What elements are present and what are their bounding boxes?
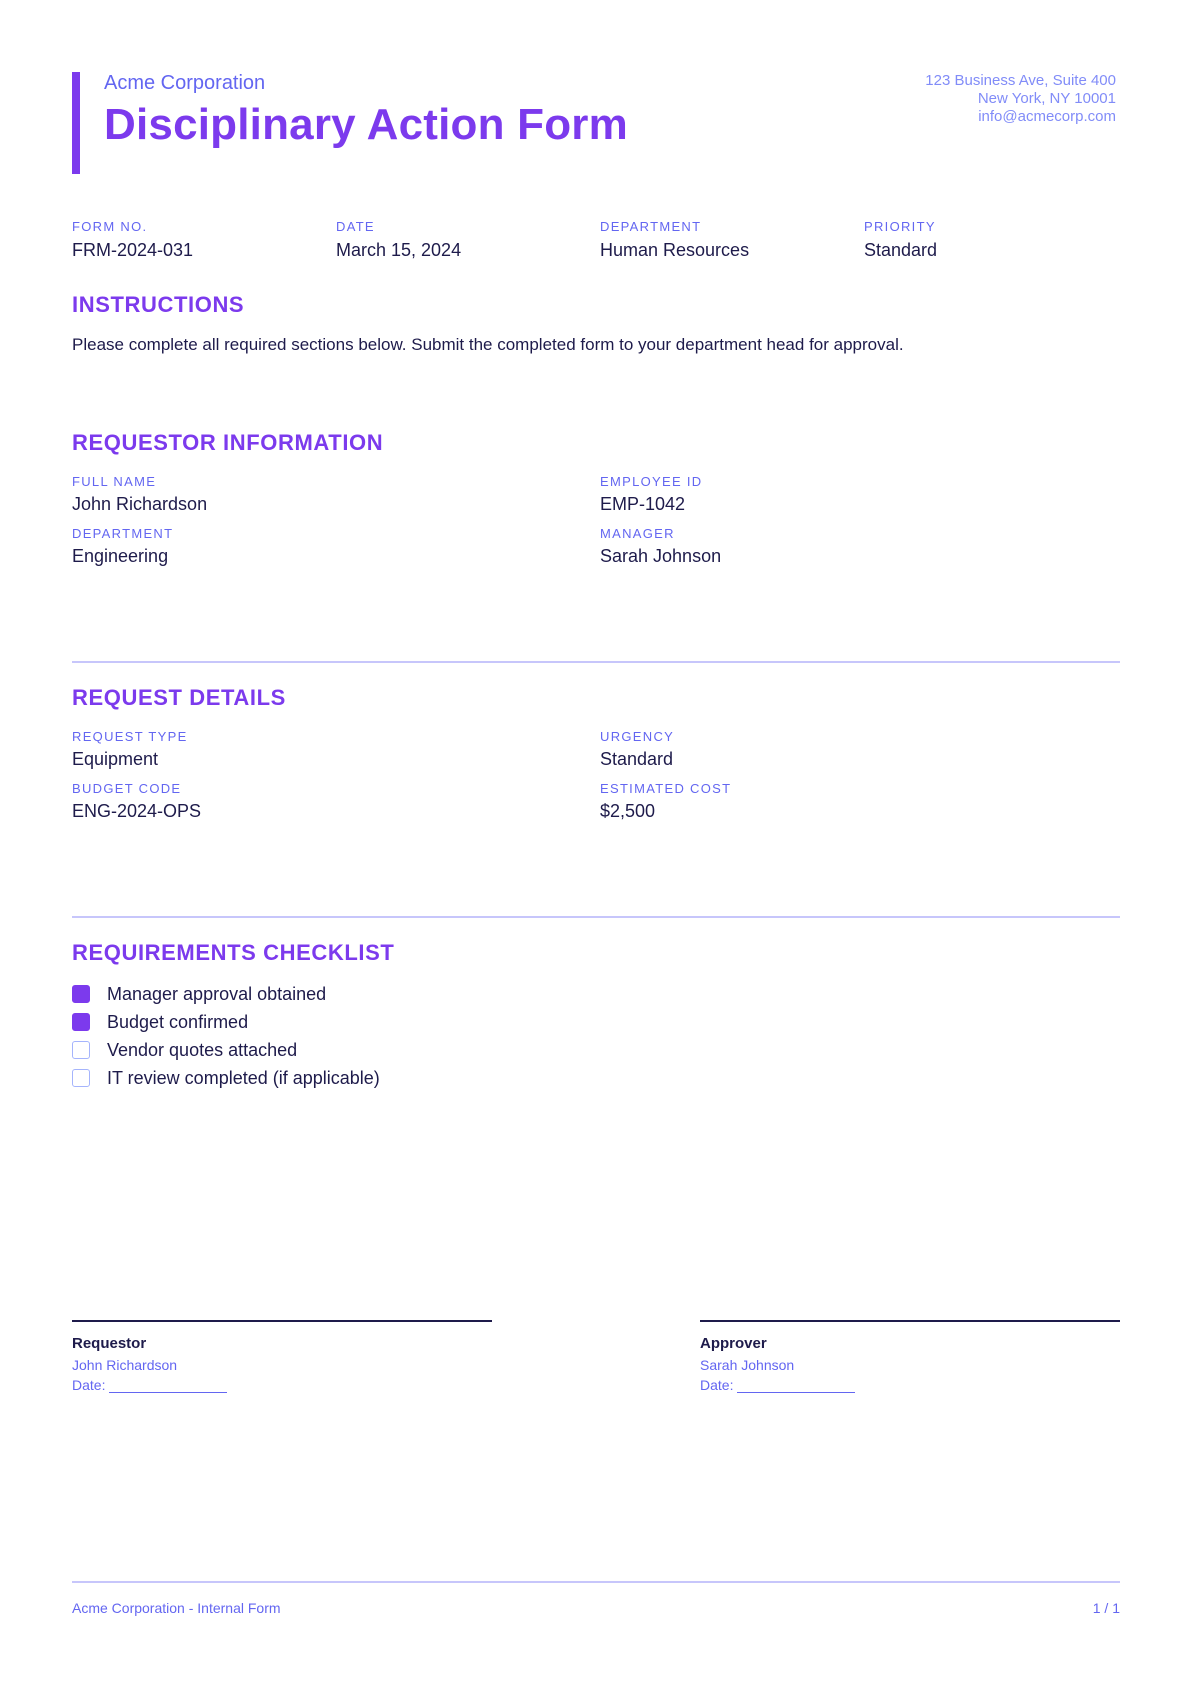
field-value: Equipment bbox=[72, 749, 159, 769]
signature-date-label: Date: bbox=[72, 1377, 106, 1393]
signature-line-approver[interactable] bbox=[700, 1320, 1120, 1322]
page-number: 1 / 1 bbox=[1092, 1600, 1120, 1616]
field-request-type bbox=[72, 729, 188, 770]
checklist-item[interactable] bbox=[72, 1067, 380, 1089]
field-employee-id bbox=[600, 474, 702, 515]
checkbox[interactable] bbox=[72, 985, 90, 1003]
checklist-item[interactable] bbox=[72, 1011, 248, 1033]
meta-label: PRIORITY bbox=[864, 219, 936, 234]
signature-line-requestor[interactable] bbox=[72, 1320, 492, 1322]
signature-date bbox=[700, 1377, 855, 1393]
signature-date-label: Date: bbox=[700, 1377, 734, 1393]
field-manager bbox=[600, 526, 721, 567]
meta-form-no bbox=[72, 219, 193, 261]
field-full-name bbox=[72, 474, 207, 515]
meta-label: DATE bbox=[336, 219, 375, 234]
field-value: ENG-2024-OPS bbox=[72, 801, 202, 821]
field-label: URGENCY bbox=[600, 729, 675, 744]
meta-date bbox=[336, 219, 461, 261]
meta-label: FORM NO. bbox=[72, 219, 148, 234]
header-accent-bar bbox=[72, 72, 80, 174]
company-address bbox=[925, 72, 1116, 126]
field-value: John Richardson bbox=[72, 494, 208, 514]
signature-name: John Richardson bbox=[72, 1357, 178, 1373]
checkbox[interactable] bbox=[72, 1041, 90, 1059]
address-line-2: New York, NY 10001 bbox=[977, 90, 1116, 107]
field-urgency bbox=[600, 729, 674, 770]
signature-date bbox=[72, 1377, 227, 1393]
field-label: FULL NAME bbox=[72, 474, 157, 489]
signature-role: Approver bbox=[700, 1335, 767, 1352]
checklist-heading: REQUIREMENTS CHECKLIST bbox=[72, 940, 395, 965]
requestor-section-heading: REQUESTOR INFORMATION bbox=[72, 430, 384, 455]
footer-divider bbox=[72, 1581, 1120, 1583]
signature-role: Requestor bbox=[72, 1335, 147, 1352]
company-email: info@acmecorp.com bbox=[978, 108, 1116, 125]
field-value: Sarah Johnson bbox=[600, 546, 722, 566]
checkbox[interactable] bbox=[72, 1013, 90, 1031]
instructions-text: Please complete all required sections below. Submit the completed form to your department head for approval. bbox=[72, 335, 904, 354]
meta-value: FRM-2024-031 bbox=[72, 240, 194, 260]
section-divider bbox=[72, 916, 1120, 918]
address-line-1: 123 Business Ave, Suite 400 bbox=[925, 72, 1116, 89]
form-title: Disciplinary Action Form bbox=[104, 100, 628, 149]
meta-priority bbox=[864, 219, 937, 261]
checklist-item-label: Vendor quotes attached bbox=[107, 1039, 298, 1060]
field-label: MANAGER bbox=[600, 526, 675, 541]
field-value: Standard bbox=[600, 749, 674, 769]
checkbox[interactable] bbox=[72, 1069, 90, 1087]
checklist-item[interactable] bbox=[72, 983, 326, 1005]
meta-value: Human Resources bbox=[600, 240, 750, 260]
section-divider bbox=[72, 661, 1120, 663]
field-label: BUDGET CODE bbox=[72, 781, 182, 796]
footer-text: Acme Corporation - Internal Form bbox=[72, 1600, 281, 1616]
checklist-item-label: Budget confirmed bbox=[107, 1011, 249, 1032]
field-department bbox=[72, 526, 173, 567]
field-label: DEPARTMENT bbox=[72, 526, 174, 541]
signature-name: Sarah Johnson bbox=[700, 1357, 795, 1373]
field-budget-code bbox=[72, 781, 201, 822]
checklist-item-label: Manager approval obtained bbox=[107, 983, 327, 1004]
checklist-item[interactable] bbox=[72, 1039, 297, 1061]
meta-label: DEPARTMENT bbox=[600, 219, 702, 234]
field-estimated-cost bbox=[600, 781, 731, 822]
field-value: $2,500 bbox=[600, 801, 656, 821]
meta-department bbox=[600, 219, 749, 261]
field-label: EMPLOYEE ID bbox=[600, 474, 703, 489]
field-label: ESTIMATED COST bbox=[600, 781, 732, 796]
signature-date-blank[interactable] bbox=[737, 1379, 855, 1393]
meta-value: Standard bbox=[864, 240, 938, 260]
request-details-heading: REQUEST DETAILS bbox=[72, 685, 286, 710]
signature-date-blank[interactable] bbox=[109, 1379, 227, 1393]
field-value: Engineering bbox=[72, 546, 169, 566]
field-label: REQUEST TYPE bbox=[72, 729, 188, 744]
company-name: Acme Corporation bbox=[104, 72, 266, 94]
instructions-heading: INSTRUCTIONS bbox=[72, 292, 245, 317]
meta-value: March 15, 2024 bbox=[336, 240, 462, 260]
checklist-item-label: IT review completed (if applicable) bbox=[107, 1067, 380, 1088]
field-value: EMP-1042 bbox=[600, 494, 686, 514]
